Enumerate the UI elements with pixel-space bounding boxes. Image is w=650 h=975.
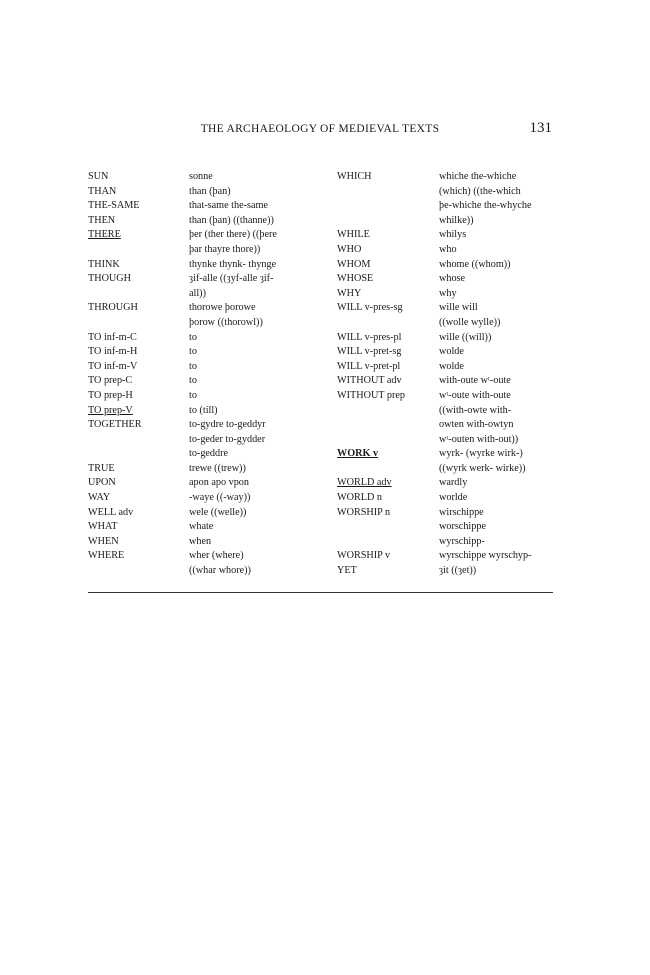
- forms: to: [189, 375, 197, 387]
- forms: ((wolle wylle)): [439, 316, 501, 328]
- headword: WHERE: [88, 550, 125, 562]
- forms: þar thayre thore)): [189, 243, 261, 255]
- table-row: [88, 404, 554, 419]
- table-row: [88, 331, 554, 346]
- forms: ȝif-alle ((ȝyf-alle ȝif-: [189, 273, 274, 285]
- forms: þer (ther there) ((þere: [189, 229, 277, 241]
- table-row: [88, 389, 554, 404]
- forms: to-gydre to-geddyr: [189, 419, 266, 431]
- word-form-table: [88, 170, 554, 579]
- forms: why: [439, 287, 457, 299]
- headword: WHEN: [88, 535, 119, 547]
- table-row: [88, 185, 554, 200]
- forms: worlde: [439, 492, 468, 504]
- table-row: [88, 418, 554, 433]
- headword: WELL adv: [88, 506, 134, 518]
- table-row: [88, 214, 554, 229]
- headword: THAN: [88, 185, 117, 197]
- headword: TO prep-H: [88, 389, 133, 401]
- headword: WILL v-pret-sg: [337, 346, 402, 358]
- table-bottom-rule: [88, 592, 553, 593]
- forms: (which) ((the-which: [439, 185, 521, 197]
- table-row: [88, 520, 554, 535]
- headword: TRUE: [88, 462, 115, 474]
- forms: -waye ((-way)): [189, 492, 251, 504]
- forms: whiche the-whiche: [439, 171, 517, 182]
- headword: WORLD n: [337, 492, 382, 504]
- running-title: THE ARCHAEOLOGY OF MEDIEVAL TEXTS: [200, 123, 440, 135]
- forms: wher (where): [189, 550, 244, 562]
- headword: THE-SAME: [88, 200, 140, 212]
- headword: WILL v-pret-pl: [337, 360, 401, 372]
- forms: wirschippe: [439, 506, 484, 518]
- forms: whilke)): [439, 214, 474, 226]
- headword: WORK v: [337, 448, 379, 460]
- forms: worschippe: [439, 521, 486, 533]
- forms: þe-whiche the-whyche: [439, 200, 532, 212]
- running-header: [88, 120, 552, 140]
- headword: THOUGH: [88, 273, 132, 285]
- forms: ((with-owte with-: [439, 404, 512, 416]
- forms: sonne: [189, 171, 213, 182]
- forms: to: [189, 389, 197, 401]
- forms: thynke thynk- thynge: [189, 258, 277, 270]
- forms: to-geder to-gydder: [189, 433, 266, 445]
- forms: to-geddre: [189, 448, 229, 460]
- headword: TO inf-m-C: [88, 331, 137, 343]
- forms: apon apo vpon: [189, 477, 249, 489]
- headword: UPON: [88, 477, 116, 489]
- forms: wyrk- (wyrke wirk-): [439, 448, 523, 460]
- headword: TOGETHER: [88, 419, 142, 431]
- headword: WITHOUT prep: [337, 389, 405, 401]
- forms: whome ((whom)): [439, 258, 511, 270]
- forms: wᵗ-outen with-out)): [439, 433, 519, 445]
- table-row: [88, 447, 554, 462]
- table-row: [88, 316, 554, 331]
- forms: whate: [189, 521, 214, 533]
- headword: WHOM: [337, 258, 371, 270]
- forms: wardly: [439, 477, 468, 489]
- headword: TO inf-m-H: [88, 346, 138, 358]
- forms: trewe ((trew)): [189, 462, 246, 474]
- headword: WHY: [337, 287, 362, 299]
- headword: THROUGH: [88, 302, 138, 314]
- headword: THINK: [88, 258, 120, 270]
- forms: wille will: [439, 302, 478, 314]
- table-row: [88, 258, 554, 273]
- forms: þorow ((thorowl)): [189, 316, 263, 328]
- headword: WILL v-pres-sg: [337, 302, 403, 314]
- headword: WHAT: [88, 521, 118, 533]
- table-row: [88, 345, 554, 360]
- headword: SUN: [88, 171, 109, 182]
- table-row: [88, 433, 554, 448]
- headword: WITHOUT adv: [337, 375, 402, 387]
- headword: TO inf-m-V: [88, 360, 138, 372]
- table-row: [88, 272, 554, 287]
- forms: to: [189, 346, 197, 358]
- forms: ȝit ((ȝet)): [439, 565, 477, 577]
- page-number: 131: [529, 120, 552, 136]
- forms: ((wyrk werk- wirke)): [439, 462, 526, 474]
- forms: all)): [189, 287, 206, 299]
- headword: TO prep-V: [88, 404, 133, 416]
- forms: wᵗ-oute with-oute: [439, 389, 511, 401]
- forms: to (till): [189, 404, 218, 416]
- forms: to: [189, 331, 197, 343]
- table-row: [88, 506, 554, 521]
- table-row: [88, 476, 554, 491]
- headword: WORSHIP v: [337, 550, 391, 562]
- forms: wyrschippe wyrschyp-: [439, 550, 532, 562]
- forms: whilys: [439, 229, 467, 241]
- headword: WORLD adv: [337, 477, 392, 489]
- table-row: [88, 535, 554, 550]
- headword: THEN: [88, 214, 116, 226]
- headword: WHICH: [337, 171, 372, 182]
- table-row: [88, 170, 554, 185]
- table-row: [88, 491, 554, 506]
- table-row: [88, 228, 554, 243]
- forms: than (þan): [189, 185, 231, 197]
- forms: that-same the-same: [189, 200, 268, 212]
- headword: WILL v-pres-pl: [337, 331, 402, 343]
- table-row: [88, 462, 554, 477]
- forms: wyrschipp-: [439, 535, 485, 547]
- headword: WHOSE: [337, 273, 374, 285]
- forms: wolde: [439, 346, 464, 358]
- headword: WHILE: [337, 229, 370, 241]
- forms: when: [189, 535, 212, 547]
- forms: wille ((will)): [439, 331, 492, 343]
- headword: TO prep-C: [88, 375, 133, 387]
- forms: who: [439, 243, 457, 255]
- headword: YET: [337, 565, 357, 577]
- table-row: [88, 301, 554, 316]
- forms: wele ((welle)): [189, 506, 247, 518]
- headword: WORSHIP n: [337, 506, 391, 518]
- forms: with-oute wᵗ-oute: [439, 375, 511, 387]
- forms: thorowe þorowe: [189, 302, 256, 314]
- forms: to: [189, 360, 197, 372]
- headword: WAY: [88, 492, 111, 504]
- table-row: [88, 360, 554, 375]
- forms: wolde: [439, 360, 464, 372]
- forms: than (þan) ((thanne)): [189, 214, 274, 226]
- forms: whose: [439, 273, 466, 285]
- table-row: [88, 243, 554, 258]
- forms: owten with-owtyn: [439, 419, 514, 431]
- headword: THERE: [88, 229, 121, 241]
- table-row: [88, 564, 554, 579]
- table-row: [88, 199, 554, 214]
- table-row: [88, 549, 554, 564]
- headword: WHO: [337, 243, 362, 255]
- table-row: [88, 287, 554, 302]
- forms: ((whar whore)): [189, 565, 251, 577]
- table-row: [88, 374, 554, 389]
